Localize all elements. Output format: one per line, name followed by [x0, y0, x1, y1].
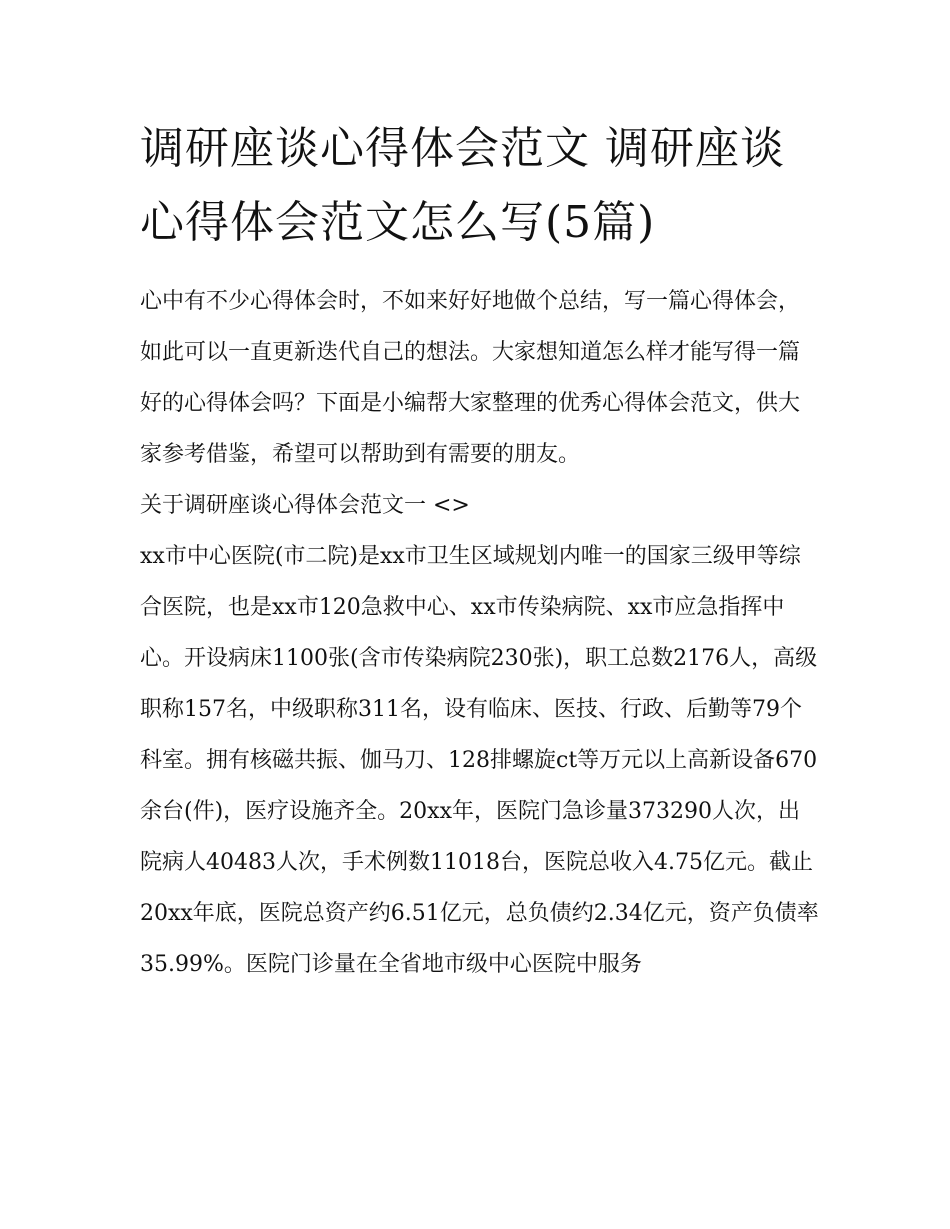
document-title: 调研座谈心得体会范文 调研座谈心得体会范文怎么写(5篇)	[140, 123, 785, 248]
body-paragraph: xx市中心医院(市二院)是xx市卫生区域规划内唯一的国家三级甲等综合医院，也是xx市120急救中心、xx市传染病院、xx市应急指挥中心。开设病床1100张(含市传染病院230张)，职工总数2176人，高级职称157名，中级职称311名，设有临床、医技、行政、后勤等79个科室。拥有核磁共振、伽马刀、128排螺旋ct等万元以上高新设备670余台(件)，医疗设施齐全。20xx年，医院门急诊量373290人次，出院病人40483人次，手术例数11018台，医院总收入4.75亿元。截止20xx年底，医院总资产约6.51亿元，总负债约2.34亿元，资产负债率35.99%。医院门诊量在全省地市级中心医院中服务	[140, 544, 819, 977]
section-heading: 关于调研座谈心得体会范文一 <>	[140, 493, 470, 518]
document-body	[140, 276, 820, 990]
intro-paragraph: 心中有不少心得体会时，不如来好好地做个总结，写一篇心得体会，如此可以一直更新迭代自己的想法。大家想知道怎么样才能写得一篇好的心得体会吗？下面是小编帮大家整理的优秀心得体会范文，供大家参考借鉴，希望可以帮助到有需要的朋友。	[140, 289, 801, 467]
